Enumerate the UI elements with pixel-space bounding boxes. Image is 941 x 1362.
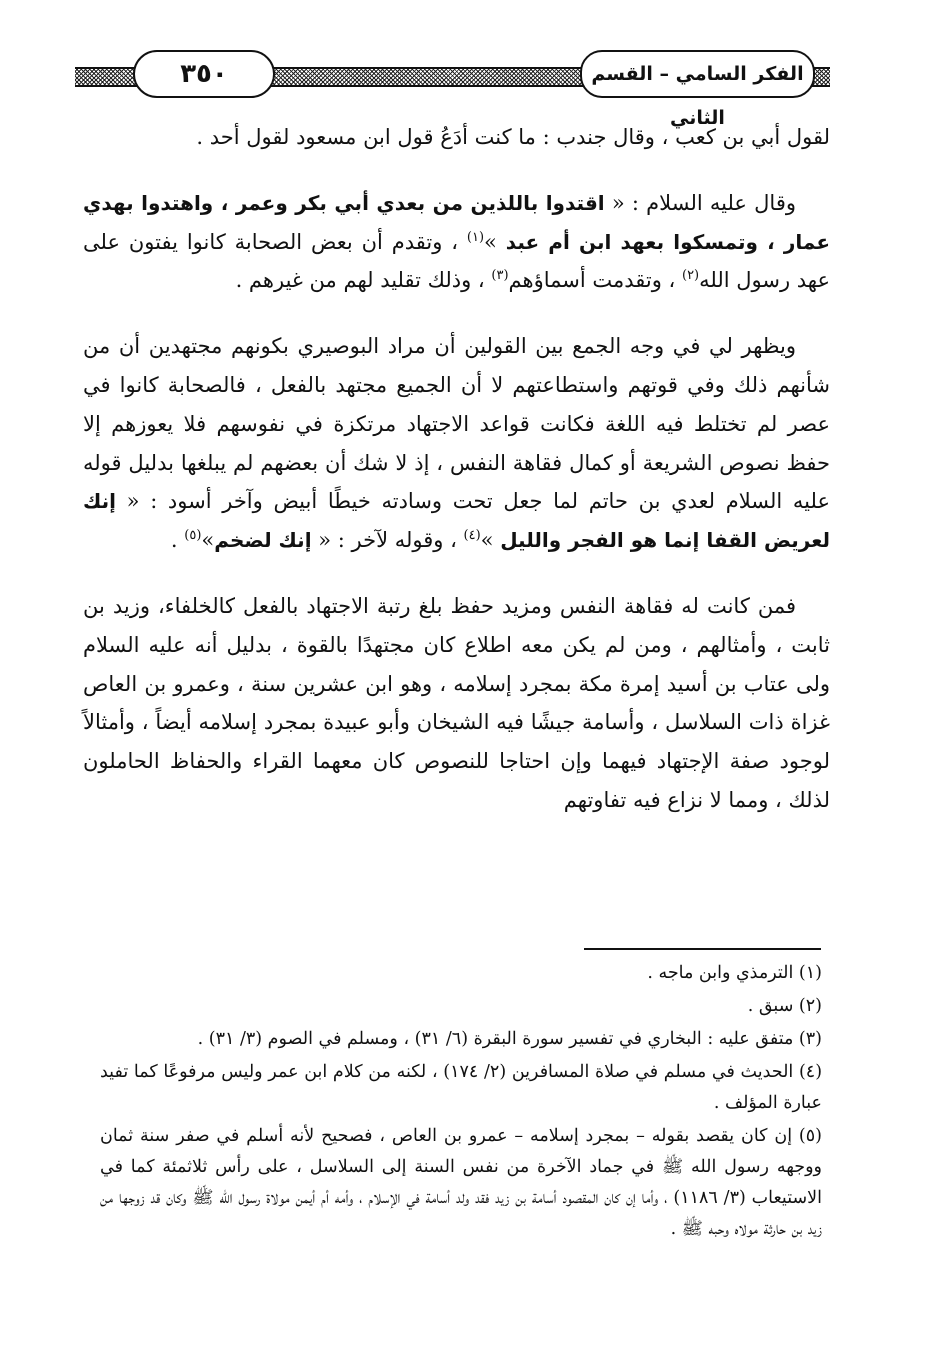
footnote-3: (٣) متفق عليه : البخاري في تفسير سورة البقرة (٦/ ٣١) ، ومسلم في الصوم (٣/ ٣١) . xyxy=(197,1029,822,1049)
paragraph-3 xyxy=(83,327,830,560)
footnotes xyxy=(100,958,822,1247)
text-run: ، وتقدم أن بعض الصحابة كانوا يفتون على عهد رسول الله xyxy=(83,229,830,293)
footnote-marker: (١) xyxy=(466,229,485,245)
footnote-5: (٥) إن كان يقصد بقوله – بمجرد إسلامه – عمرو بن العاص ، فصحيح لأنه أسلم في صفر سنة ثمان ووجهه رسول الله ﷺ في جماد الآخرة من نفس السنة إلى السلاسل ، على رأس ثلاثمئة كما في الاستيعاب (٣/ ١١٨٦) ، وأما إن كان المقصود أسامة بن زيد فقد ولد أسامة في الإسلام ، وأمه أم أيمن مولاة رسول الله ﷺ وكان قد زوجها من زيد بن حارثة مولاه وحبه ﷺ . xyxy=(100,1126,822,1239)
text-run: » xyxy=(484,229,506,254)
footnote-2: (٢) سبق . xyxy=(747,996,822,1016)
footnote-separator xyxy=(584,948,821,950)
text-run: ، وتقدمت أسماؤهم xyxy=(508,268,682,293)
hadith-quote: إنك لضخم xyxy=(214,528,312,553)
footnote-marker: (٤) xyxy=(463,528,481,544)
text-run: فمن كانت له فقاهة النفس ومزيد حفظ بلغ رتبة الاجتهاد بالفعل كالخلفاء، وزيد بن ثابت ، وأمثالهم ، ومن لم يكن معه اطلاع كان مجتهدًا بالقوة ، بدليل أنه عليه السلام ولى عتاب بن أسيد إمرة مكة بمجرد إسلامه ، وهو ابن عشرين سنة ، وعمرو بن العاص غزاة ذات السلاسل ، وأسامة جيشًا فيه الشيخان وأبو عبيدة بمجرد إسلامه أيضاً ، وأمثالاً لوجود صفة الإجتهاد فيهما وإن احتاجا للنصوص كان معهما القراء والحفاظ الحاملون لذلك ، ومما لا نزاع فيه تفاوتهم xyxy=(83,593,830,812)
main-text xyxy=(83,118,830,820)
paragraph-2 xyxy=(83,184,830,300)
text-run: وقال عليه السلام : « xyxy=(604,190,796,215)
text-run: » xyxy=(480,528,501,553)
text-run: ، وقوله لآخر : « xyxy=(311,528,464,553)
footnote-1: (١) الترمذي وابن ماجه . xyxy=(647,963,822,983)
footnote-marker: (٢) xyxy=(681,268,700,284)
running-title: الفكر السامي – القسم الثاني xyxy=(580,50,815,98)
paragraph-1 xyxy=(83,118,830,157)
text-run: » xyxy=(201,528,215,553)
page-header xyxy=(75,47,830,129)
footnote-4: (٤) الحديث في مسلم في صلاة المسافرين (٢/ ١٧٤) ، لكنه من كلام ابن عمر وليس مرفوعًا كما تفيد عبارة المؤلف . xyxy=(100,1062,823,1113)
hadith-quote: اقتدوا باللذين من بعدي أبي بكر وعمر ، واهتدوا بهدي عمار ، وتمسكوا بعهد ابن أم عبد xyxy=(83,190,830,254)
footnote-marker: (٣) xyxy=(491,268,509,284)
footnote-marker: (٥) xyxy=(184,528,202,544)
text-run: ويظهر لي في وجه الجمع بين القولين أن مراد البوصيري بكونهم مجتهدين أن من شأنهم ذلك وفي قوتهم واستطاعتهم لا أن الجميع مجتهد بالفعل ، فالصحابة كانوا في عصر لم تختلط فيه اللغة فكانت قواعد الاجتهاد مرتكزة في نفوسهم فلا يعوزهم إلا حفظ نصوص الشريعة أو كمال فقاهة النفس ، إذ لا شك أن بعضهم لم يبلغها بدليل قوله عليه السلام لعدي بن حاتم لما جعل تحت وسادته خيطًا أبيض وآخر أسود : « xyxy=(83,334,830,514)
text-run: ، وذلك تقليد لهم من غيرهم . xyxy=(235,268,492,293)
hadith-quote: إنك لعريض القفا إنما هو الفجر والليل xyxy=(83,489,830,553)
text-run: . xyxy=(170,528,185,553)
text-run: لقول أبي بن كعب ، وقال جندب : ما كنت أدَعُ قول ابن مسعود لقول أحد . xyxy=(196,125,830,149)
paragraph-4 xyxy=(83,587,830,820)
page-number: ٣٥٠ xyxy=(133,50,275,98)
